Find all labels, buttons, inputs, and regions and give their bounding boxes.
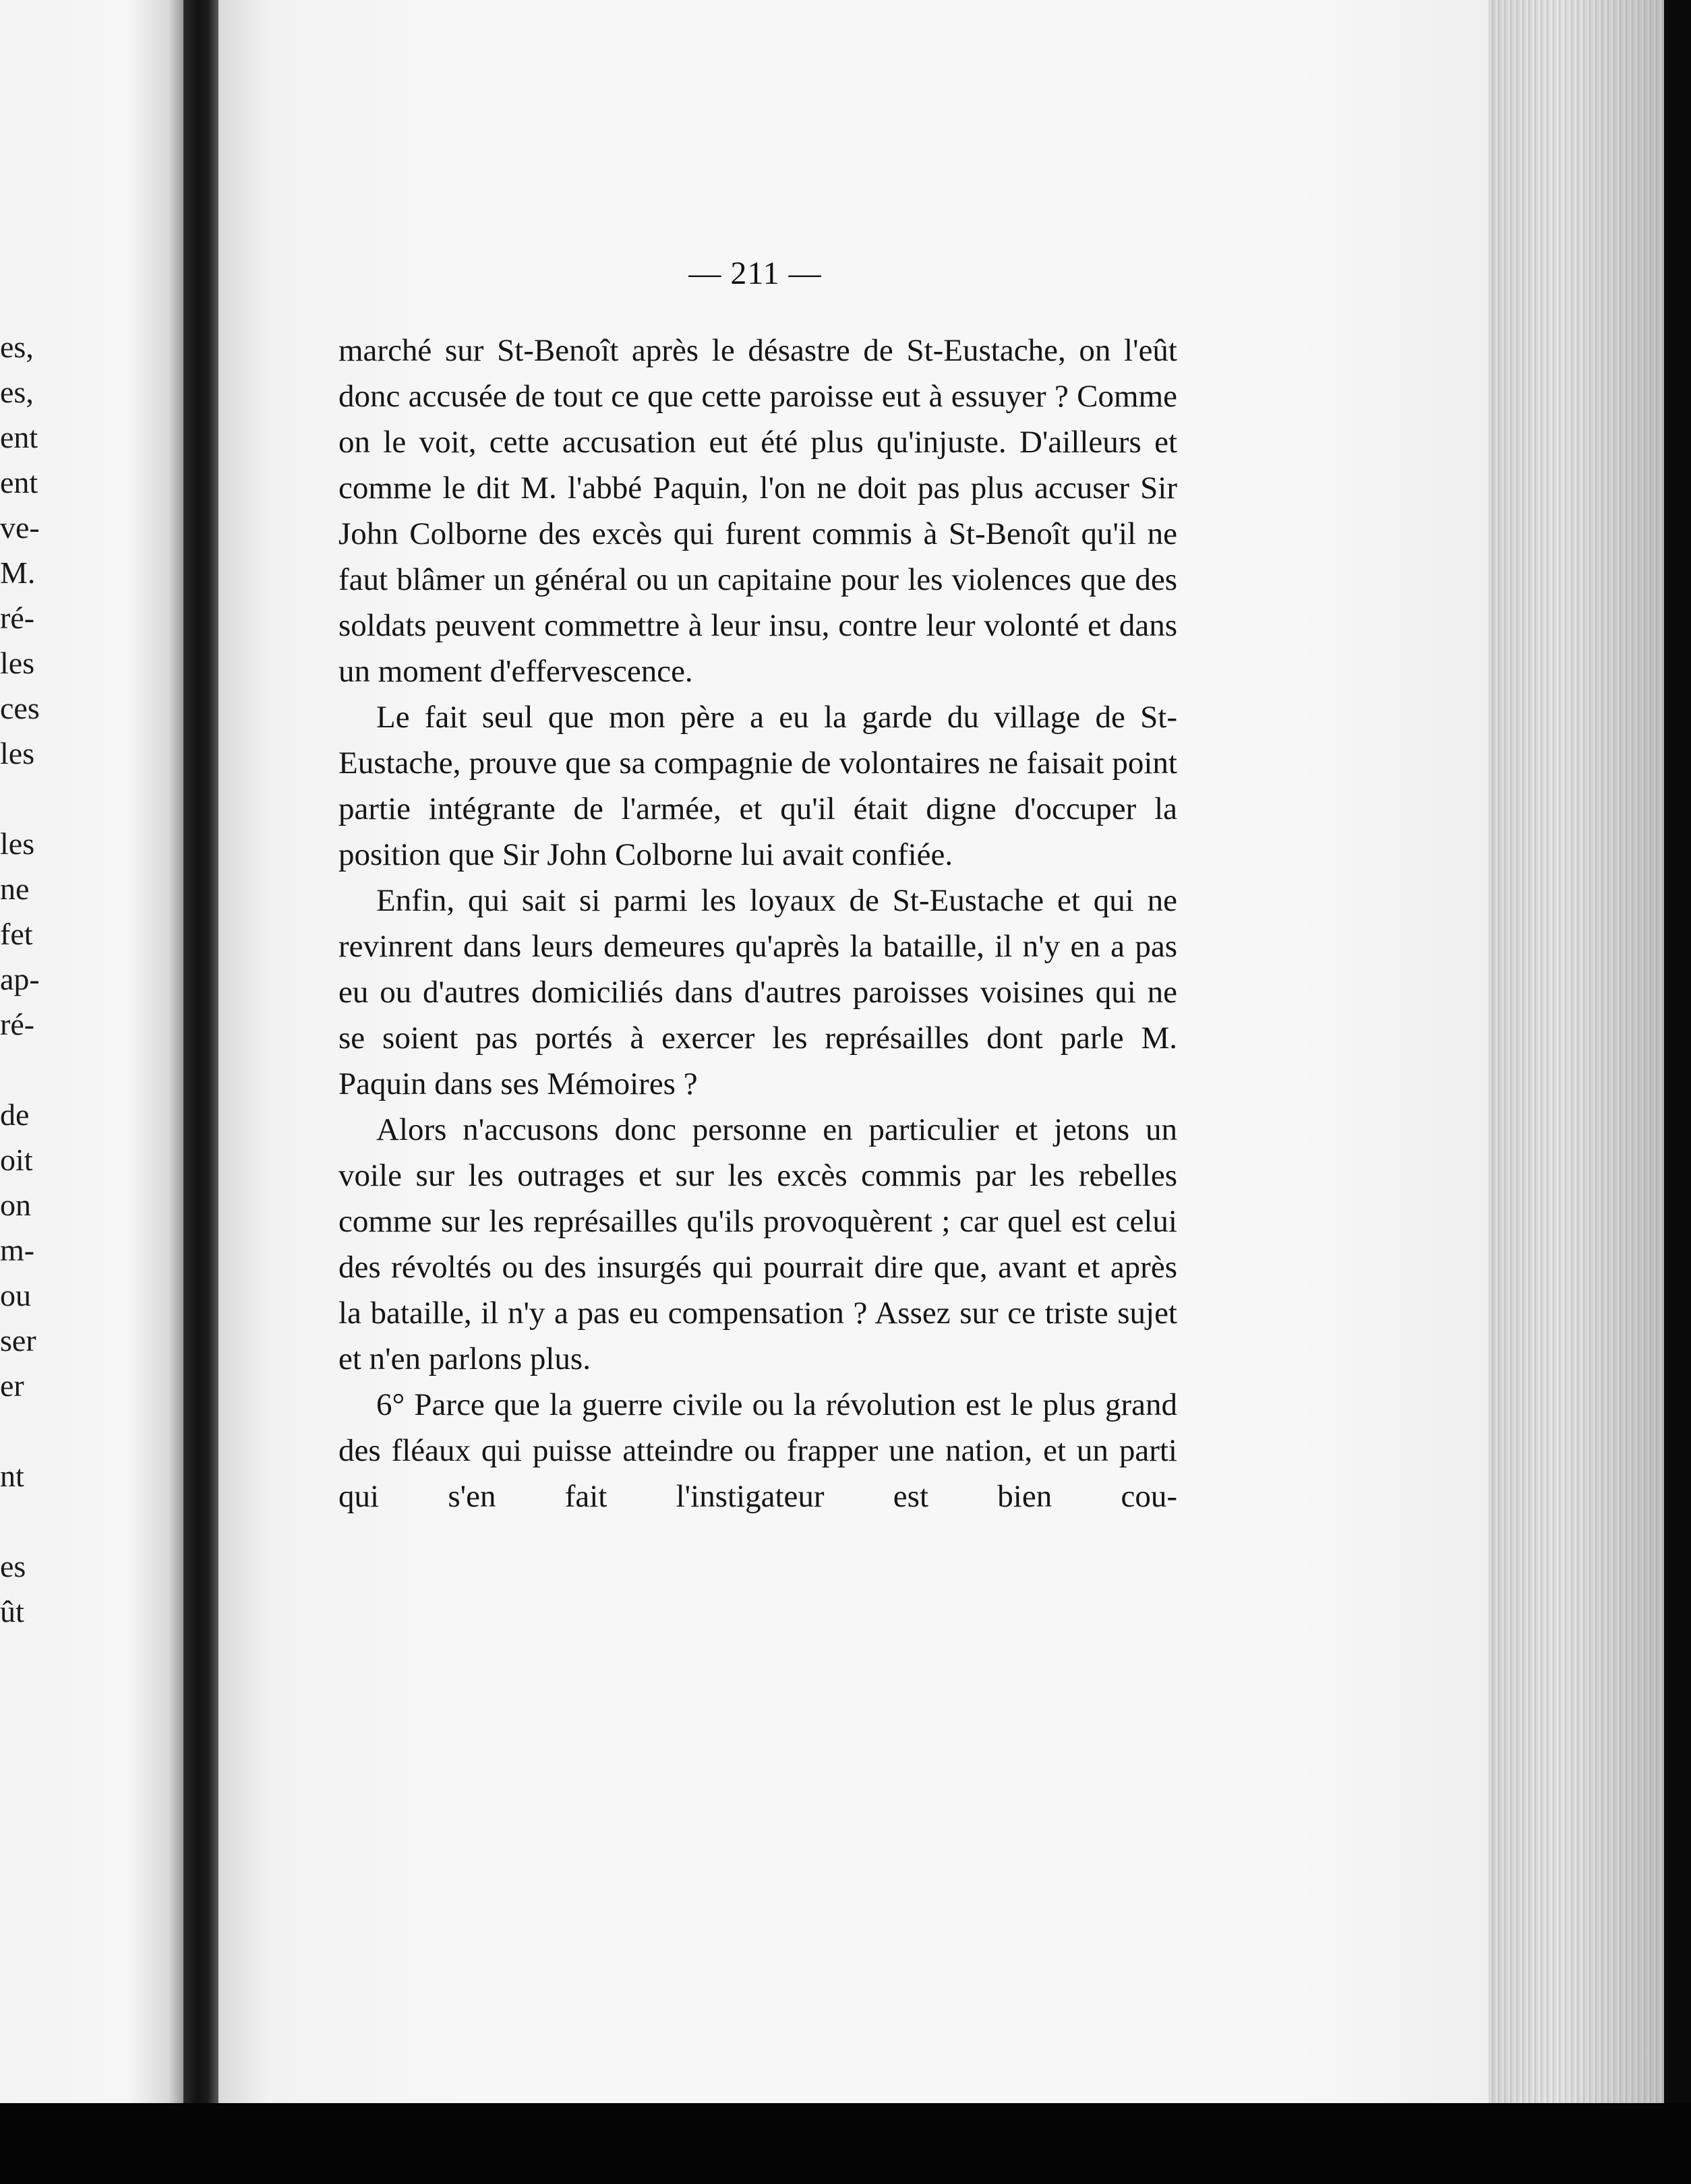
left-page (0, 0, 183, 2103)
left-fragment: es, (0, 375, 34, 409)
paragraph: 6° Parce que la guerre civile ou la révolution est le plus grand des fléaux qui puisse atteindre ou frapper une nation, et un parti qui s'en fait l'instigateur est bien cou- (338, 1387, 1177, 1514)
left-fragment: ve- (0, 510, 40, 545)
scan-bottom-border (0, 2103, 1691, 2184)
left-fragment: de (0, 1097, 30, 1132)
paragraph: Le fait seul que mon père a eu la garde du village de St-Eustache, prouve que sa compagnie de volontaires ne faisait point partie intégrante de l'armée, et qu'il était digne d'occuper la position que Sir John Colborne lui avait confiée. (338, 700, 1177, 872)
left-fragment: es (0, 1549, 26, 1583)
paragraph: Enfin, qui sait si parmi les loyaux de St-Eustache et qui ne revinrent dans leurs demeures qu'après la bataille, il n'y en a pas eu ou d'autres domiciliés dans d'autres paroisses voisines qui ne se soient pas portés à exercer les représailles dont parle M. Paquin dans ses Mémoires ? (338, 883, 1177, 1101)
left-fragment: ou (0, 1278, 31, 1312)
left-fragment: les (0, 826, 35, 861)
page-number: — 211 — (688, 255, 822, 291)
left-fragment: ser (0, 1323, 36, 1358)
left-fragment: m- (0, 1233, 35, 1267)
paragraph: marché sur St-Benoît après le désastre de St-Eustache, on l'eût donc accusée de tout ce que cette paroisse eut à essuyer ? Comme on le voit, cette accusation eut été plus qu'injuste. D'ailleurs et comme le dit M. l'abbé Paquin, l'on ne doit pas plus accuser Sir John Colborne des excès qui furent commis à St-Benoît qu'il ne faut blâmer un général ou un capitaine pour les violences que des soldats peuvent commettre à leur insu, contre leur volonté et dans un moment d'effervescence. (338, 333, 1177, 689)
left-fragment: ré- (0, 601, 35, 635)
left-fragment: ap- (0, 962, 40, 996)
left-fragment: ût (0, 1594, 24, 1629)
left-fragment: es, (0, 330, 34, 364)
left-fragment: nt (0, 1459, 24, 1493)
left-fragment: ces (0, 691, 40, 725)
left-fragment: fet (0, 917, 33, 951)
page-edges-shadow (1489, 0, 1664, 2117)
paragraph: Alors n'accusons donc personne en particulier et jetons un voile sur les outrages et sur les excès commis par les rebelles comme sur les représailles qu'ils provoquèrent ; car quel est celui des révoltés ou des insurgés qui pourrait dire que, avant et après la bataille, il n'y a pas eu compensation ? Assez sur ce triste sujet et n'en parlons plus. (338, 1112, 1177, 1376)
left-fragment: oit (0, 1143, 33, 1177)
left-fragment: ré- (0, 1007, 35, 1041)
left-fragment: les (0, 646, 35, 680)
book-spine-gutter (183, 0, 218, 2184)
left-fragment: ne (0, 872, 30, 906)
left-fragment: M. (0, 555, 36, 590)
left-fragment: les (0, 736, 35, 770)
left-fragment: ent (0, 465, 38, 499)
left-fragment: ent (0, 420, 38, 454)
left-fragment: on (0, 1188, 31, 1222)
page-body-text (338, 328, 1177, 1519)
left-fragment: er (0, 1368, 24, 1403)
